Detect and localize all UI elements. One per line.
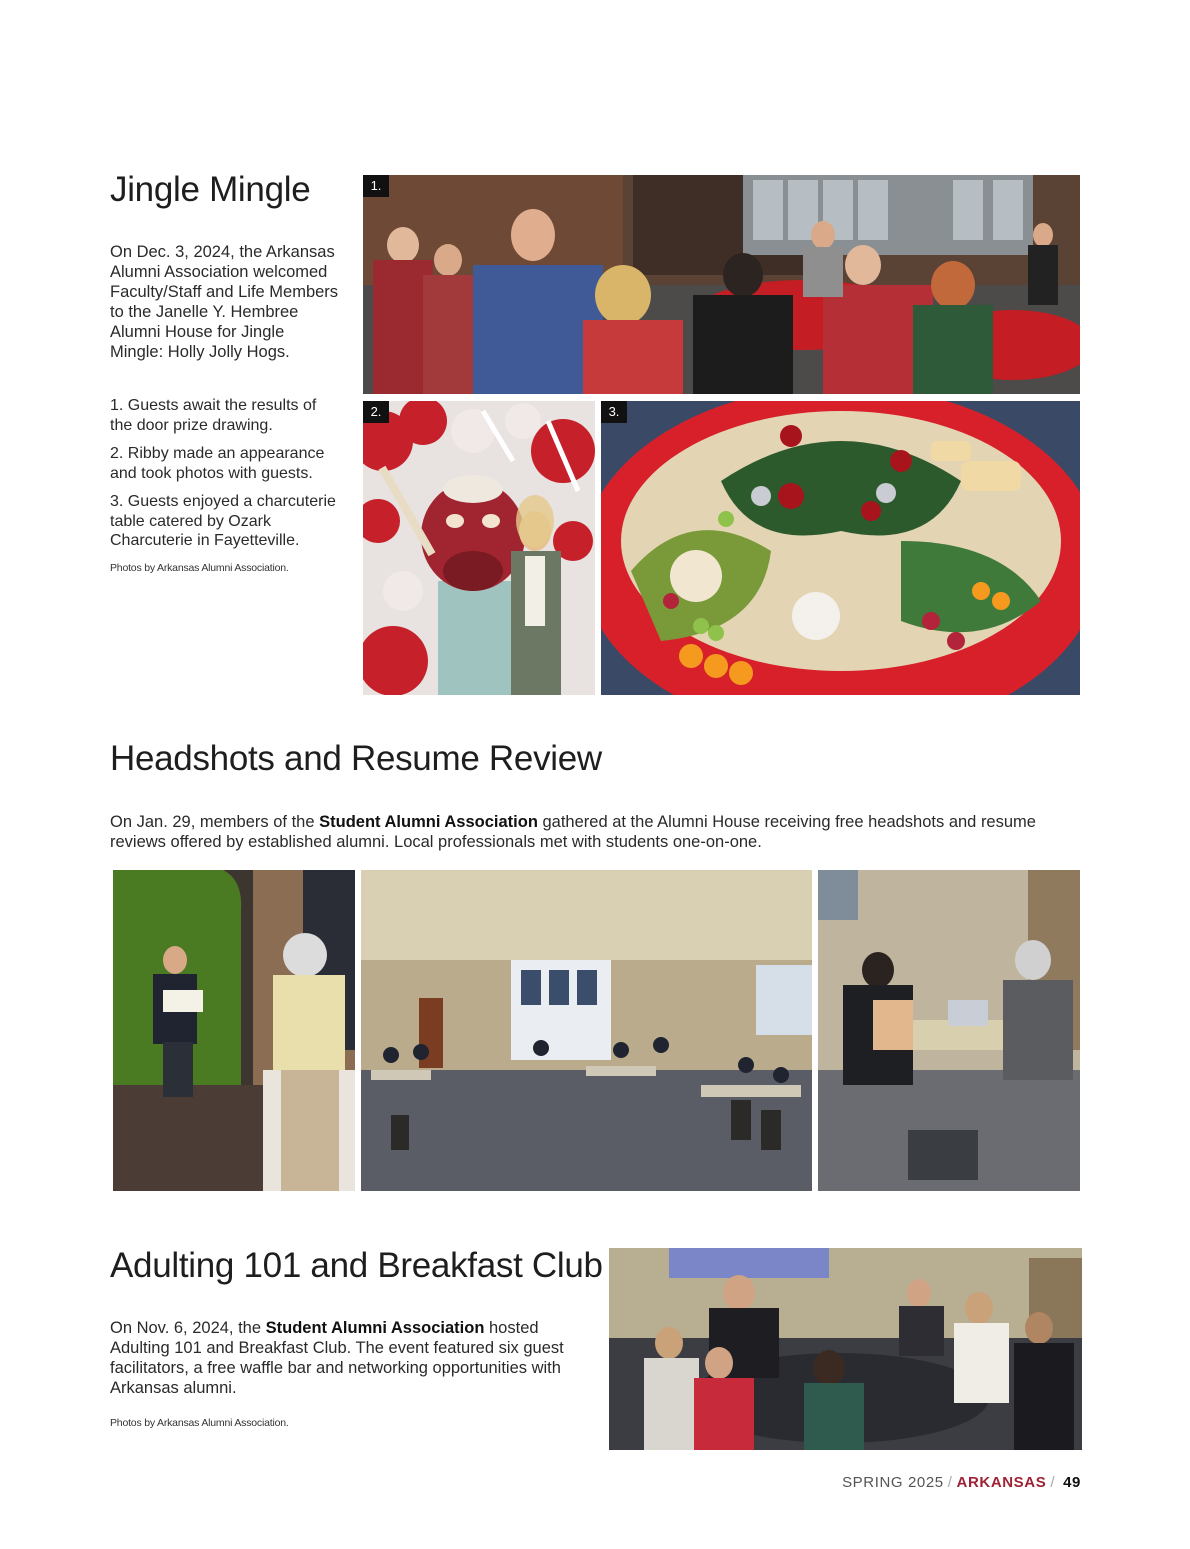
photo-breakfast-club (609, 1248, 1082, 1450)
jingle-captions (110, 396, 338, 560)
footer-season: SPRING 2025 (842, 1474, 944, 1491)
adulting-text: On Nov. 6, 2024, the Student Alumni Association hosted Adulting 101 and Breakfast Club. The event featured six guest facilitators, a free waffle bar and networking opportunities with Arkansas alumni. (110, 1319, 564, 1397)
caption-1: 1. Guests await the results of the door prize drawing. (110, 397, 317, 434)
student-alumni-association-bold: Student Alumni Association (319, 813, 538, 831)
photo-number-badge: 3. (601, 401, 627, 423)
footer-brand: ARKANSAS (956, 1474, 1047, 1491)
photo-resume-review-room (361, 870, 812, 1191)
page-number: 49 (1063, 1474, 1081, 1491)
adulting-photo-credit: Photos by Arkansas Alumni Association. (110, 1417, 289, 1429)
photo-charcuterie-table (601, 401, 1080, 695)
photo-ribby-mascot (363, 401, 595, 695)
photo-one-on-one-meeting (818, 870, 1080, 1191)
photo-number-badge: 2. (363, 401, 389, 423)
adulting-title: Adulting 101 and Breakfast Club (110, 1246, 603, 1285)
photo-number-badge: 1. (363, 175, 389, 197)
page-footer: SPRING 2025 / ARKANSAS / 49 (842, 1474, 1081, 1491)
jingle-intro: On Dec. 3, 2024, the Arkansas Alumni Association welcomed Faculty/Staff and Life Members to the Janelle Y. Hembree Alumni House for Jingle Mingle: Holly Jolly Hogs. (110, 243, 339, 361)
photo-guests-waiting (363, 175, 1080, 394)
photo-headshot-session (113, 870, 355, 1191)
jingle-photo-credit: Photos by Arkansas Alumni Association. (110, 562, 289, 574)
jingle-title: Jingle Mingle (110, 170, 311, 209)
caption-3: 3. Guests enjoyed a charcuterie table catered by Ozark Charcuterie in Fayetteville. (110, 493, 336, 549)
student-alumni-association-bold: Student Alumni Association (265, 1319, 485, 1337)
caption-2: 2. Ribby made an appearance and took photos with guests. (110, 445, 325, 482)
headshots-text: On Jan. 29, members of the Student Alumni Association gathered at the Alumni House receiving free headshots and resume reviews offered by established alumni. Local professionals met with students one-on-one. (110, 813, 1036, 851)
headshots-title: Headshots and Resume Review (110, 739, 602, 778)
